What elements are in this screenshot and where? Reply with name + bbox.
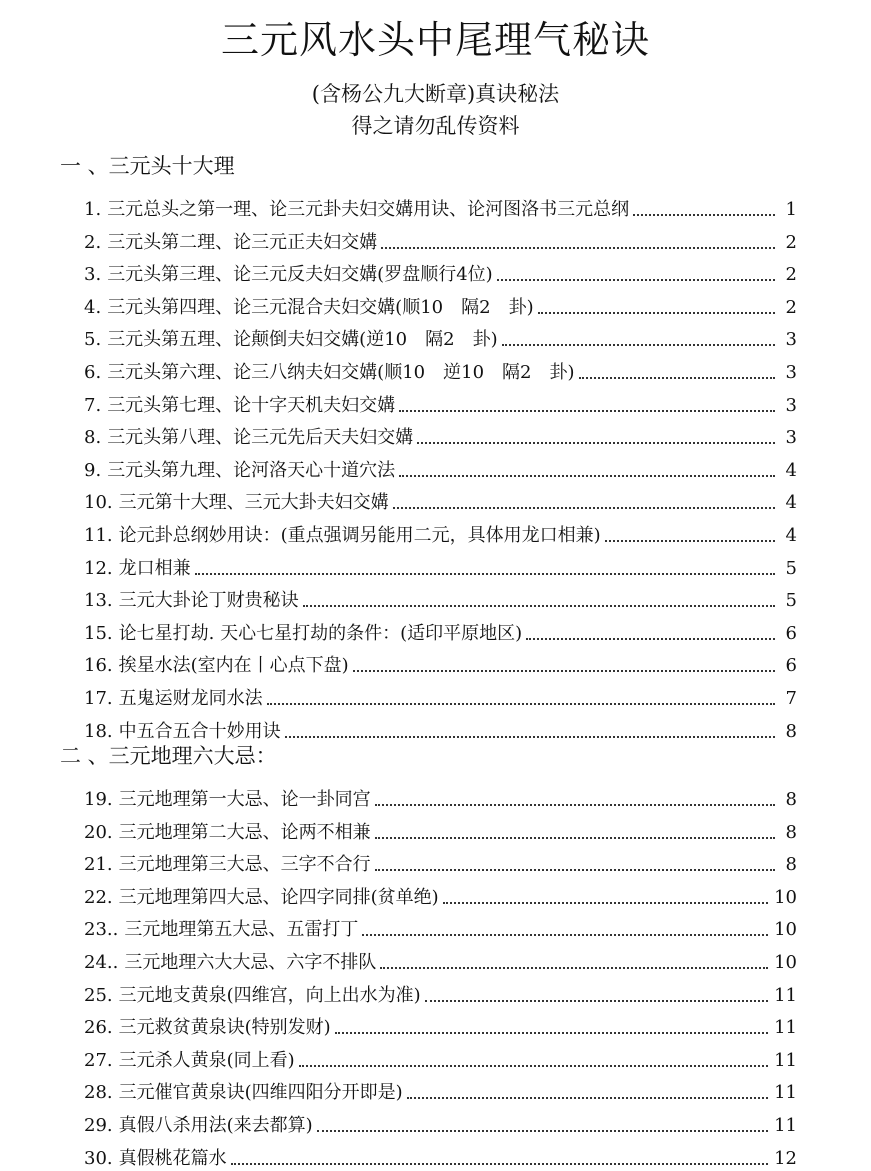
toc-entry[interactable] — [84, 945, 797, 975]
dot-leader — [303, 605, 775, 607]
toc-entry-page: 3 — [785, 329, 797, 350]
toc-entry[interactable] — [84, 782, 797, 812]
toc-entry-number: 5. — [84, 329, 102, 350]
toc-entry[interactable] — [84, 485, 797, 515]
toc-entry-number: 16. — [84, 655, 113, 676]
toc-entry[interactable] — [84, 453, 797, 483]
toc-entry-page: 5 — [785, 558, 797, 579]
toc-entry-page: 1 — [785, 199, 797, 220]
toc-entry-title: 三元救贫黄泉诀(特别发财) — [118, 1017, 331, 1038]
dot-leader — [362, 934, 768, 936]
dot-leader — [317, 1130, 768, 1132]
toc-entry-page: 11 — [774, 1115, 797, 1136]
dot-leader — [195, 573, 775, 575]
toc-entry-title: 三元地理第二大忌、论两不相兼 — [118, 822, 371, 843]
toc-entry[interactable] — [84, 1141, 797, 1171]
toc-entry[interactable] — [84, 355, 797, 385]
dot-leader — [407, 1097, 768, 1099]
document-subtitle: (含杨公九大断章)真诀秘法 — [311, 82, 560, 106]
dot-leader — [285, 736, 775, 738]
document-note: 得之请勿乱传资料 — [351, 114, 520, 138]
toc-entry-title: 三元头第三理、论三元反夫妇交媾(罗盘顺行4位) — [107, 264, 493, 285]
toc-entry-number: 17. — [84, 688, 113, 709]
toc-entry-title: 龙口相兼 — [118, 558, 191, 579]
toc-entry[interactable] — [84, 290, 797, 320]
toc-entry-title: 三元地理六大大忌、六字不排队 — [124, 952, 377, 973]
toc-entry-title: 三元地理第四大忌、论四字同排(贫单绝) — [118, 887, 439, 908]
toc-entry-page: 12 — [774, 1148, 797, 1169]
toc-entry-title: 三元头第五理、论颠倒夫妇交媾(逆10 隔2 卦) — [107, 329, 498, 350]
toc-entry-page: 6 — [785, 623, 797, 644]
toc-entry-number: 15. — [84, 623, 113, 644]
toc-entry-page: 11 — [774, 985, 797, 1006]
toc-entry[interactable] — [84, 1075, 797, 1105]
toc-entry-title: 三元头第九理、论河洛天心十道穴法 — [107, 460, 396, 481]
toc-entry-title: 三元地理第五大忌、五雷打丁 — [124, 919, 359, 940]
toc-entry-title: 三元总头之第一理、论三元卦夫妇交媾用诀、论河图洛书三元总纲 — [107, 199, 630, 220]
toc-entry[interactable] — [84, 225, 797, 255]
dot-leader — [497, 279, 775, 281]
toc-entry[interactable] — [84, 420, 797, 450]
toc-entry-page: 10 — [774, 887, 797, 908]
toc-entry-page: 4 — [785, 525, 797, 546]
dot-leader — [417, 442, 775, 444]
toc-entry-page: 11 — [774, 1082, 797, 1103]
toc-entry[interactable] — [84, 583, 797, 613]
toc-entry-page: 3 — [785, 395, 797, 416]
toc-entry-page: 7 — [785, 688, 797, 709]
toc-entry-page: 2 — [785, 297, 797, 318]
toc-entry-page: 4 — [785, 492, 797, 513]
toc-entry[interactable] — [84, 322, 797, 352]
dot-leader — [399, 410, 775, 412]
toc-entry-page: 10 — [774, 919, 797, 940]
toc-entry-title: 中五合五合十妙用诀 — [118, 721, 281, 742]
toc-entry-page: 8 — [785, 854, 797, 875]
dot-leader — [231, 1163, 768, 1165]
toc-entry-number: 9. — [84, 460, 102, 481]
toc-entry-number: 21. — [84, 854, 113, 875]
toc-entry-number: 18. — [84, 721, 113, 742]
toc-entry[interactable] — [84, 388, 797, 418]
toc-entry-number: 1. — [84, 199, 102, 220]
toc-entry-page: 10 — [774, 952, 797, 973]
section-heading: 一 、三元头十大理 — [60, 154, 235, 178]
dot-leader — [299, 1065, 768, 1067]
toc-entry-page: 8 — [785, 822, 797, 843]
toc-entry[interactable] — [84, 912, 797, 942]
toc-entry[interactable] — [84, 1108, 797, 1138]
toc-entry-number: 6. — [84, 362, 102, 383]
toc-entry-page: 2 — [785, 232, 797, 253]
dot-leader — [425, 1000, 768, 1002]
toc-entry-number: 2. — [84, 232, 102, 253]
toc-entry-title: 三元第十大理、三元大卦夫妇交媾 — [118, 492, 389, 513]
dot-leader — [605, 540, 775, 542]
toc-entry-page: 5 — [785, 590, 797, 611]
toc-entry-number: 3. — [84, 264, 102, 285]
toc-entry-number: 10. — [84, 492, 113, 513]
dot-leader — [399, 475, 775, 477]
toc-entry-title: 真假八杀用法(来去都算) — [118, 1115, 313, 1136]
toc-entry-page: 11 — [774, 1050, 797, 1071]
dot-leader — [526, 638, 775, 640]
toc-entry-number: 29. — [84, 1115, 113, 1136]
dot-leader — [443, 902, 768, 904]
toc-entry-title: 论元卦总纲妙用诀：(重点强调另能用二元，具体用龙口相兼) — [118, 525, 601, 546]
toc-entry[interactable] — [84, 714, 797, 744]
dot-leader — [579, 377, 776, 379]
toc-entry-title: 三元头第七理、论十字天机夫妇交媾 — [107, 395, 396, 416]
toc-entry[interactable] — [84, 681, 797, 711]
toc-entry-number: 19. — [84, 789, 113, 810]
toc-entry[interactable] — [84, 616, 797, 646]
toc-entry-title: 三元头第二理、论三元正夫妇交媾 — [107, 232, 378, 253]
toc-entry[interactable] — [84, 192, 797, 222]
toc-entry-number: 11. — [84, 525, 113, 546]
dot-leader — [502, 344, 775, 346]
toc-entry-number: 30. — [84, 1148, 113, 1169]
toc-entry-number: 26. — [84, 1017, 113, 1038]
toc-entry-number: 22. — [84, 887, 113, 908]
toc-entry[interactable] — [84, 1010, 797, 1040]
toc-entry-number: 28. — [84, 1082, 113, 1103]
toc-entry-title: 三元头第八理、论三元先后天夫妇交媾 — [107, 427, 414, 448]
toc-entry-number: 13. — [84, 590, 113, 611]
toc-entry-title: 三元地支黄泉(四维宫，向上出水为准) — [118, 985, 421, 1006]
toc-entry-number: 8. — [84, 427, 102, 448]
toc-entry-title: 三元头第四理、论三元混合夫妇交媾(顺10 隔2 卦) — [107, 297, 534, 318]
toc-entry-page: 2 — [785, 264, 797, 285]
document-title: 三元风水头中尾理气秘诀 — [220, 18, 650, 62]
section-heading: 二 、三元地理六大忌： — [60, 744, 277, 768]
dot-leader — [381, 247, 775, 249]
dot-leader — [353, 670, 775, 672]
toc-entry-title: 三元大卦论丁财贵秘诀 — [118, 590, 299, 611]
toc-entry-page: 11 — [774, 1017, 797, 1038]
dot-leader — [375, 869, 775, 871]
dot-leader — [538, 312, 775, 314]
toc-entry-title: 论七星打劫. 天心七星打劫的条件：(适印平原地区) — [118, 623, 523, 644]
toc-entry[interactable] — [84, 847, 797, 877]
dot-leader — [267, 703, 775, 705]
toc-entry-title: 三元头第六理、论三八纳夫妇交媾(顺10 逆10 隔2 卦) — [107, 362, 575, 383]
toc-entry[interactable] — [84, 815, 797, 845]
toc-entry-page: 4 — [785, 460, 797, 481]
toc-entry-title: 三元催官黄泉诀(四维四阳分开即是) — [118, 1082, 403, 1103]
toc-entry[interactable] — [84, 648, 797, 678]
dot-leader — [335, 1032, 768, 1034]
toc-entry-page: 6 — [785, 655, 797, 676]
toc-entry-page: 3 — [785, 362, 797, 383]
dot-leader — [393, 507, 775, 509]
toc-entry-number: 7. — [84, 395, 102, 416]
dot-leader — [633, 214, 775, 216]
dot-leader — [380, 967, 768, 969]
toc-entry-number: 20. — [84, 822, 113, 843]
toc-entry-title: 三元地理第一大忌、论一卦同宫 — [118, 789, 371, 810]
toc-entry-number: 27. — [84, 1050, 113, 1071]
toc-entry-number: 23.. — [84, 919, 119, 940]
toc-entry[interactable] — [84, 978, 797, 1008]
toc-entry[interactable] — [84, 518, 797, 548]
dot-leader — [375, 837, 775, 839]
toc-entry[interactable] — [84, 551, 797, 581]
toc-entry[interactable] — [84, 880, 797, 910]
toc-entry-page: 8 — [785, 789, 797, 810]
toc-entry-number: 25. — [84, 985, 113, 1006]
toc-entry-title: 真假桃花篇水 — [118, 1148, 227, 1169]
toc-entry[interactable] — [84, 257, 797, 287]
toc-entry[interactable] — [84, 1043, 797, 1073]
toc-entry-page: 3 — [785, 427, 797, 448]
toc-entry-title: 三元地理第三大忌、三字不合行 — [118, 854, 371, 875]
toc-entry-number: 24.. — [84, 952, 119, 973]
toc-entry-title: 五鬼运财龙同水法 — [118, 688, 263, 709]
toc-entry-page: 8 — [785, 721, 797, 742]
toc-entry-number: 4. — [84, 297, 102, 318]
dot-leader — [375, 804, 775, 806]
toc-entry-number: 12. — [84, 558, 113, 579]
toc-entry-title: 三元杀人黄泉(同上看) — [118, 1050, 295, 1071]
toc-entry-title: 挨星水法(室内在丨心点下盘) — [118, 655, 349, 676]
